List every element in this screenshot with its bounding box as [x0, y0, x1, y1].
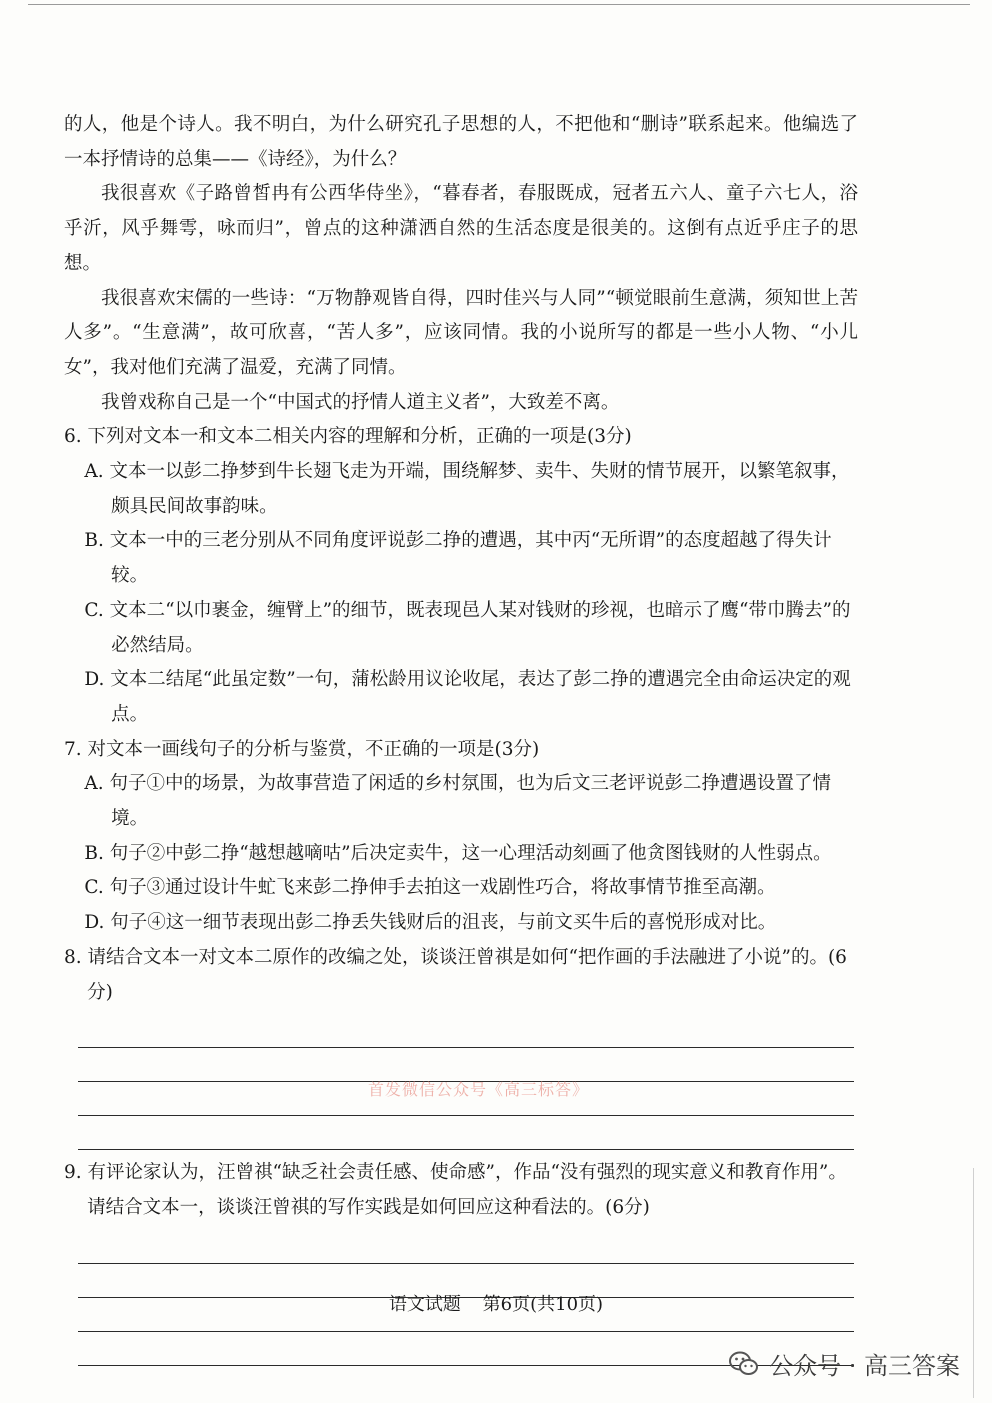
page-edge-line	[973, 1168, 974, 1398]
passage-paragraph-2: 我很喜欢《子路曾皙冉有公西华侍坐》，“暮春者，春服既成，冠者五六人、童子六七人，浴乎沂，风乎舞雩，咏而归”，曾点的这种潇洒自然的生活态度是很美的。这倒有点近乎庄子的思想。	[64, 183, 858, 274]
question-7-option-b: B. 句子②中彭二挣“越想越嘀咕”后决定卖牛，这一心理活动刻画了他贪图钱财的人性弱点。	[84, 842, 832, 864]
footer-page-number: 第6页(共10页)	[482, 1294, 604, 1315]
question-7-option-a: A. 句子①中的场景，为故事营造了闲适的乡村氛围，也为后文三老评说彭二挣遭遇设置了情境。	[84, 773, 831, 830]
question-6-option-a: A. 文本一以彭二挣梦到牛长翅飞走为开端，围绕解梦、卖牛、失财的情节展开，以繁笔叙事，颇具民间故事韵味。	[84, 461, 850, 517]
question-8-stem: 8. 请结合文本一对文本二原作的改编之处，谈谈汪曾祺是如何“把作画的手法融进了小说”的。(6分)	[64, 946, 847, 1003]
question-6-stem: 6. 下列对文本一和文本二相关内容的理解和分析，正确的一项是(3分)	[64, 426, 632, 448]
footer-subject: 语文试题	[388, 1294, 461, 1315]
brand-watermark	[729, 1346, 960, 1381]
page-footer	[0, 1290, 992, 1316]
question-7-stem: 7. 对文本一画线句子的分析与鉴赏，不正确的一项是(3分)	[64, 738, 540, 760]
answer-line[interactable]	[78, 1014, 854, 1048]
watermark-text: 首发微信公众号《高三标答》	[368, 1080, 590, 1099]
page-content	[64, 108, 858, 1366]
question-7-option-d: D. 句子④这一细节表现出彭二挣丢失钱财后的沮丧，与前文买牛后的喜悦形成对比。	[84, 912, 777, 934]
question-7-option-c: C. 句子③通过设计牛虻飞来彭二挣伸手去拍这一戏剧性巧合，将故事情节推至高潮。	[84, 877, 776, 899]
question-6-option-d: D. 文本二结尾“此虽定数”一句，蒲松龄用议论收尾，表达了彭二挣的遭遇完全由命运决定的观点。	[84, 669, 851, 725]
top-border-line	[28, 4, 970, 5]
answer-line[interactable]	[78, 1230, 854, 1264]
question-9-stem: 9. 有评论家认为，汪曾祺“缺乏社会责任感、使命感”，作品“没有强烈的现实意义和教育作用”。请结合文本一，谈谈汪曾祺的写作实践是如何回应这种看法的。(6分)	[64, 1162, 847, 1218]
passage-paragraph-3: 我很喜欢宋儒的一些诗：“万物静观皆自得，四时佳兴与人同”“顿觉眼前生意满，须知世上苦人多”。“生意满”，故可欣喜，“苦人多”，应该同情。我的小说所写的都是一些小人物、“小儿女”，我对他们充满了温爱，充满了同情。	[64, 287, 858, 378]
answer-line[interactable]	[78, 1116, 854, 1150]
passage-paragraph-1: 的人，他是个诗人。我不明白，为什么研究孔子思想的人，不把他和“删诗”联系起来。他编选了一本抒情诗的总集——《诗经》，为什么？	[64, 114, 858, 170]
wechat-icon	[729, 1351, 759, 1377]
question-6-option-c: C. 文本二“以巾裹金，缠臂上”的细节，既表现邑人某对钱财的珍视，也暗示了鹰“带巾腾去”的必然结局。	[84, 599, 851, 656]
brand-text: 公众号 · 高三答案	[769, 1352, 960, 1380]
question-6-option-b: B. 文本一中的三老分别从不同角度评说彭二挣的遭遇，其中丙“无所谓”的态度超越了得失计较。	[84, 530, 832, 587]
passage-paragraph-4: 我曾戏称自己是一个“中国式的抒情人道主义者”，大致差不离。	[101, 391, 620, 413]
